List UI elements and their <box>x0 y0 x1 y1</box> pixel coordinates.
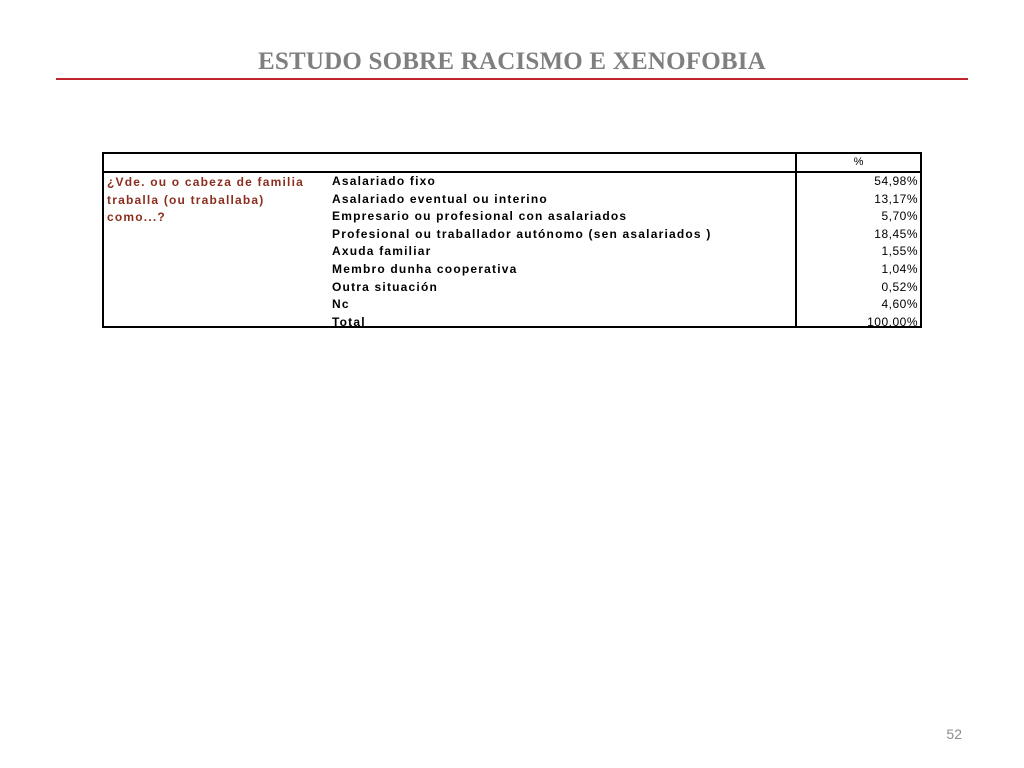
table-row <box>104 226 920 244</box>
table-body <box>104 173 920 331</box>
table-row <box>104 296 920 314</box>
table-row <box>104 191 920 209</box>
row-value: 18,45% <box>874 226 918 241</box>
row-value: 1,04% <box>881 261 918 276</box>
row-label: Profesional ou traballador autónomo (sen asalariados ) <box>332 226 712 241</box>
row-label: Asalariado eventual ou interino <box>332 191 548 206</box>
row-label: Outra situación <box>332 279 439 294</box>
row-label: Total <box>332 314 366 329</box>
table-row <box>104 173 920 191</box>
row-value: 5,70% <box>881 209 918 224</box>
results-table <box>102 152 922 328</box>
table-row <box>104 208 920 226</box>
page-number: 52 <box>946 726 962 742</box>
survey-question: ¿Vde. ou o cabeza de familia traballa (ou traballaba) como...? <box>107 175 304 224</box>
row-value: 100,00% <box>867 314 918 329</box>
row-value: 4,60% <box>881 297 918 312</box>
row-value: 13,17% <box>874 191 918 206</box>
table-row <box>104 279 920 297</box>
table-row-total <box>104 314 920 332</box>
row-value: 54,98% <box>874 174 918 188</box>
row-label: Empresario ou profesional con asalariados <box>332 209 628 224</box>
slide-title: ESTUDO SOBRE RACISMO E XENOFOBIA <box>258 48 766 75</box>
row-value: 0,52% <box>881 279 918 294</box>
row-label: Axuda familiar <box>332 244 432 259</box>
row-label: Nc <box>332 297 350 312</box>
title-underline <box>56 78 968 80</box>
row-label: Membro dunha cooperativa <box>332 261 518 276</box>
row-label: Asalariado fixo <box>332 174 437 188</box>
row-value: 1,55% <box>881 244 918 259</box>
percent-column-header: % <box>853 156 864 168</box>
table-row <box>104 243 920 261</box>
table-header-row <box>104 154 920 173</box>
table-row <box>104 261 920 279</box>
